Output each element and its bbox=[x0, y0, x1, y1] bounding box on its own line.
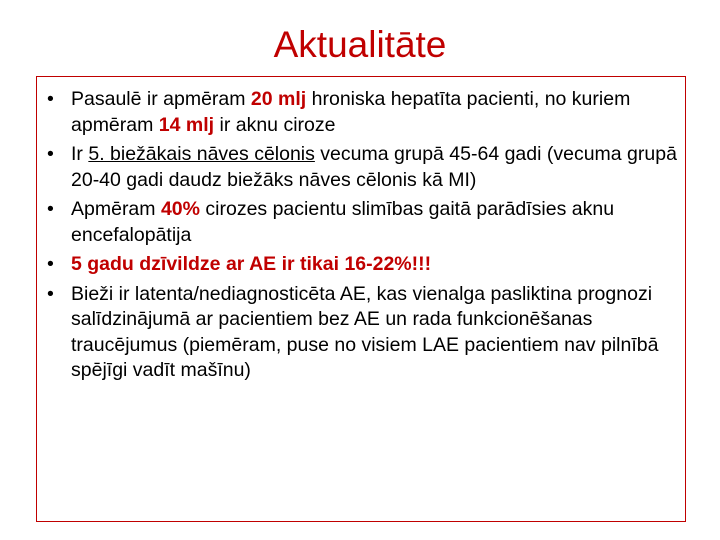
bullet-item-1 bbox=[47, 87, 681, 138]
bullet-text: Pasaulē ir apmēram bbox=[71, 88, 251, 110]
slide-title: Aktualitāte bbox=[273, 24, 447, 65]
underlined-text: 5. biežākais nāves cēlonis bbox=[88, 143, 315, 165]
highlight-value: 40% bbox=[160, 198, 200, 220]
bullet-item-3 bbox=[47, 197, 681, 248]
content-box bbox=[36, 76, 686, 522]
bullet-text: hroniska hepatīta pacienti, no kuriem apmēram bbox=[71, 88, 631, 136]
bullet-dot: • bbox=[47, 253, 54, 275]
bullet-dot: • bbox=[47, 88, 54, 110]
highlight-value: 20 mlj bbox=[250, 88, 307, 110]
bullet-dot: • bbox=[47, 282, 54, 305]
bullet-text: ir aknu ciroze bbox=[214, 113, 336, 136]
bullet-text: 5 gadu dzīvildze ar AE ir tikai 16-22%!!! bbox=[71, 253, 432, 275]
bullet-item-2 bbox=[47, 142, 681, 193]
bullet-text: Ir bbox=[71, 143, 89, 165]
bullet-text: cirozes pacientu slimības gaitā parādīsies aknu encefalopātija bbox=[71, 198, 615, 246]
bullet-dot: • bbox=[47, 198, 54, 220]
bullet-text: Bieži ir latenta/nediagnosticēta AE, kas vienalga pasliktina prognozi salīdzinājumā ar pacientiem bez AE un rada funkcionēšanas traucējumus (piemēram, puse no visiem LAE pacientiem nav pilnībā spējīgi vadīt mašīnu) bbox=[71, 282, 659, 381]
bullet-dot: • bbox=[47, 143, 54, 165]
bullet-text: vecuma grupā 45-64 gadi (vecuma grupā 20-40 gadi daudz biežāks nāves cēlonis kā MI) bbox=[71, 143, 677, 191]
highlight-value: 14 mlj bbox=[158, 113, 215, 136]
bullet-text: Apmēram bbox=[71, 198, 161, 220]
bullet-item-5 bbox=[47, 282, 681, 384]
bullet-list bbox=[47, 87, 681, 388]
bullet-item-4 bbox=[47, 252, 681, 278]
